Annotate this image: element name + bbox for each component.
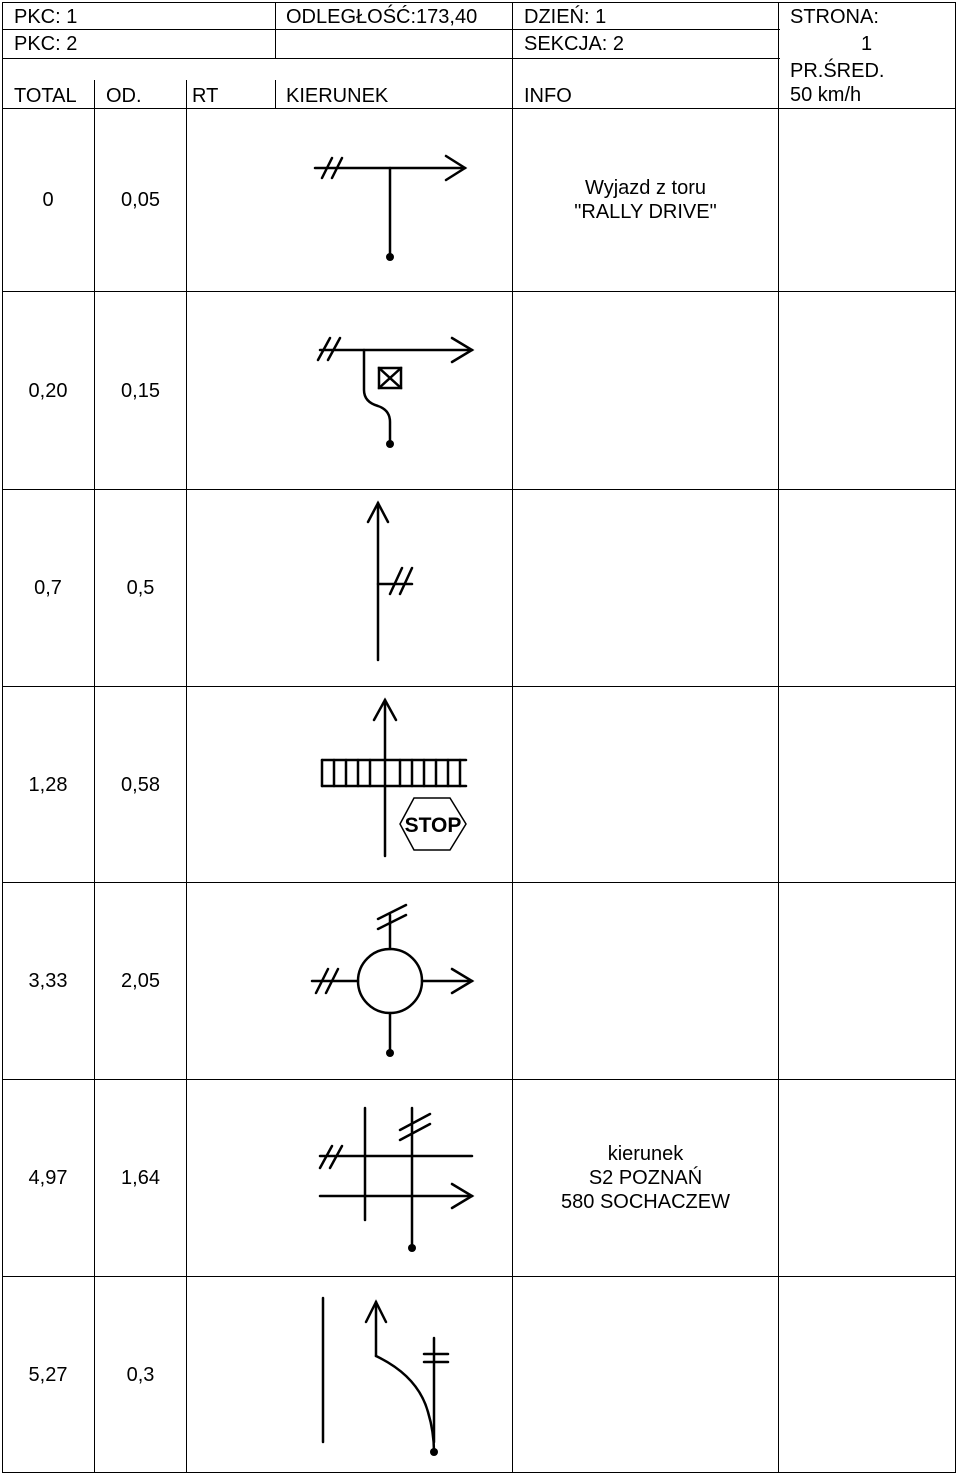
row-4-od: 0,58 [121,773,160,796]
header-divider-a [275,2,276,58]
junction-right-barrier-icon [300,330,480,460]
row-2-total: 0,20 [28,379,68,402]
roundabout-right-icon [300,895,480,1065]
row-3-od: 0,5 [126,577,155,599]
distance: ODLEGŁOŚĆ:173,40 [286,6,478,28]
row-7-od: 0,3 [126,1363,155,1386]
header-divider-f [275,80,276,108]
col-header-direction: KIERUNEK [286,85,389,107]
header-divider-d [94,80,95,108]
col-divider-rt [186,108,187,1472]
row-5-od: 2,05 [121,970,160,992]
border-top [2,2,956,3]
page-number: 1 [861,33,873,55]
col-header-od: OD. [106,85,142,107]
border-bottom [2,1472,956,1473]
row-6-info [513,1080,778,1276]
row-2-od: 0,15 [121,379,160,402]
row-1-od: 0,05 [121,189,160,211]
header-divider-e [186,80,187,108]
header-divider-c [778,2,779,108]
crossroads-right-icon [300,1100,480,1260]
header-rule-1 [2,29,780,30]
row-1-info [513,109,778,291]
page-label: STRONA: [790,6,879,28]
row-1-info-line-1: Wyjazd z toru [585,177,706,199]
row-1-total: 0 [42,189,54,211]
col-header-rt: RT [192,85,219,107]
fork-left-icon [310,1292,460,1462]
row-6-info-line-2: S2 POZNAŃ [588,1167,703,1189]
header-divider-b [512,2,513,108]
row-6-info-line-3: 580 SOCHACZEW [561,1191,730,1213]
pkc-2: PKC: 2 [14,33,78,55]
stop-sign-icon [400,798,466,850]
avg-speed-value: 50 km/h [790,84,862,106]
straight-left-junction-icon [340,498,440,668]
row-6-od: 1,64 [121,1167,160,1189]
pkc-1: PKC: 1 [14,6,78,28]
row-6-total: 4,97 [28,1167,68,1189]
header-rule-2 [2,58,780,59]
row-4-total: 1,28 [28,773,68,796]
row-6-info-line-1: kierunek [607,1143,684,1165]
border-right [955,2,956,1473]
avg-speed-label: PR.ŚRED. [790,60,885,82]
t-junction-right-icon [300,150,480,270]
row-3-total: 0,7 [34,577,62,599]
col-divider-speed [778,108,779,1472]
row-7-total: 5,27 [28,1363,68,1386]
section: SEKCJA: 2 [524,33,625,55]
row-5-total: 3,33 [28,970,68,992]
row-1-info-line-2: "RALLY DRIVE" [574,201,717,223]
day: DZIEŃ: 1 [524,6,607,28]
col-header-info: INFO [524,85,572,107]
stop-sign-text: STOP [404,814,462,837]
railway-stop-straight-icon [310,694,480,864]
col-header-total: TOTAL [14,85,77,107]
